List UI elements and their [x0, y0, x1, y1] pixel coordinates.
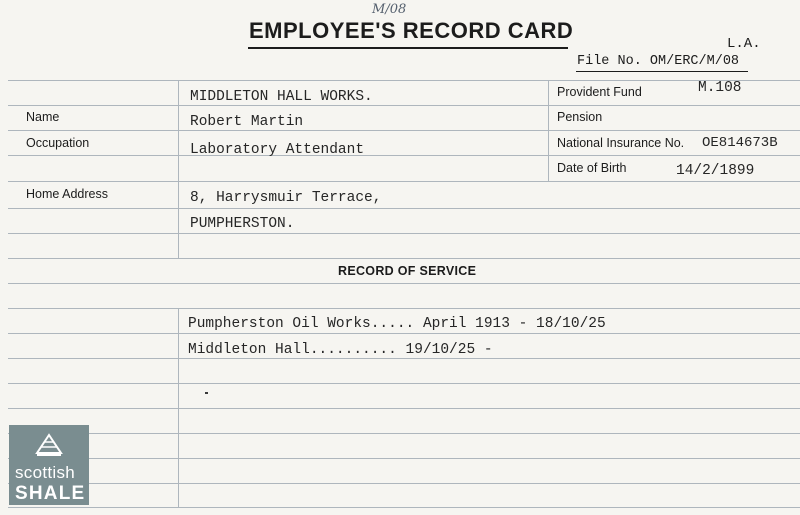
- pension-label: Pension: [557, 110, 603, 124]
- ruled-line: [8, 433, 800, 434]
- date-of-birth-value: 14/2/1899: [676, 163, 755, 179]
- logo-text-shale: SHALE: [15, 483, 86, 504]
- service-entry: Middleton Hall.......... 19/10/25 -: [188, 342, 493, 358]
- name-value: Robert Martin: [190, 114, 304, 130]
- shale-bing-icon: [35, 431, 63, 457]
- ruled-line: [8, 408, 800, 409]
- ruled-line: [8, 283, 800, 284]
- file-number: File No. OM/ERC/M/08: [577, 54, 740, 69]
- provident-fund-label: Provident Fund: [557, 85, 642, 99]
- ruled-line: [8, 155, 800, 156]
- national-insurance-label: National Insurance No.: [557, 136, 685, 150]
- file-number-underline: [576, 71, 748, 72]
- works-name: MIDDLETON HALL WORKS.: [190, 89, 373, 105]
- ruled-line: [8, 458, 800, 459]
- home-address-label: Home Address: [26, 187, 108, 201]
- ruled-line: [8, 483, 800, 484]
- record-of-service-heading: RECORD OF SERVICE: [338, 264, 477, 278]
- ruled-line: [8, 358, 800, 359]
- column-divider: [178, 80, 179, 258]
- handwritten-note: M/08: [372, 2, 407, 17]
- home-address-line-1: 8, Harrysmuir Terrace,: [190, 190, 382, 206]
- column-divider: [548, 80, 549, 181]
- name-label: Name: [26, 110, 60, 124]
- title-underline: [248, 47, 568, 49]
- ruled-line: [8, 233, 800, 234]
- home-address-line-2: PUMPHERSTON.: [190, 216, 295, 232]
- ruled-line: [8, 383, 800, 384]
- ruled-line: [8, 80, 800, 81]
- service-entry: Pumpherston Oil Works..... April 1913 - 18/10/25: [188, 316, 606, 332]
- ruled-line: [8, 258, 800, 259]
- scottish-shale-logo: [9, 425, 89, 505]
- column-divider: [178, 308, 179, 507]
- occupation-label: Occupation: [26, 136, 90, 150]
- ruled-line: [8, 105, 800, 106]
- logo-text-scottish: scottish: [15, 463, 76, 482]
- ruled-line: [8, 308, 800, 309]
- ruled-line: [8, 507, 800, 508]
- ruled-line: [8, 208, 800, 209]
- ink-speck: [205, 392, 208, 394]
- national-insurance-value: OE814673B: [702, 135, 778, 151]
- provident-fund-value: M.108: [698, 80, 742, 96]
- occupation-value: Laboratory Attendant: [190, 142, 365, 158]
- ruled-line: [8, 181, 800, 182]
- date-of-birth-label: Date of Birth: [557, 161, 627, 175]
- initials: L.A.: [727, 36, 761, 52]
- card-title: EMPLOYEE'S RECORD CARD: [249, 18, 574, 43]
- ruled-line: [8, 130, 800, 131]
- ruled-line: [8, 333, 800, 334]
